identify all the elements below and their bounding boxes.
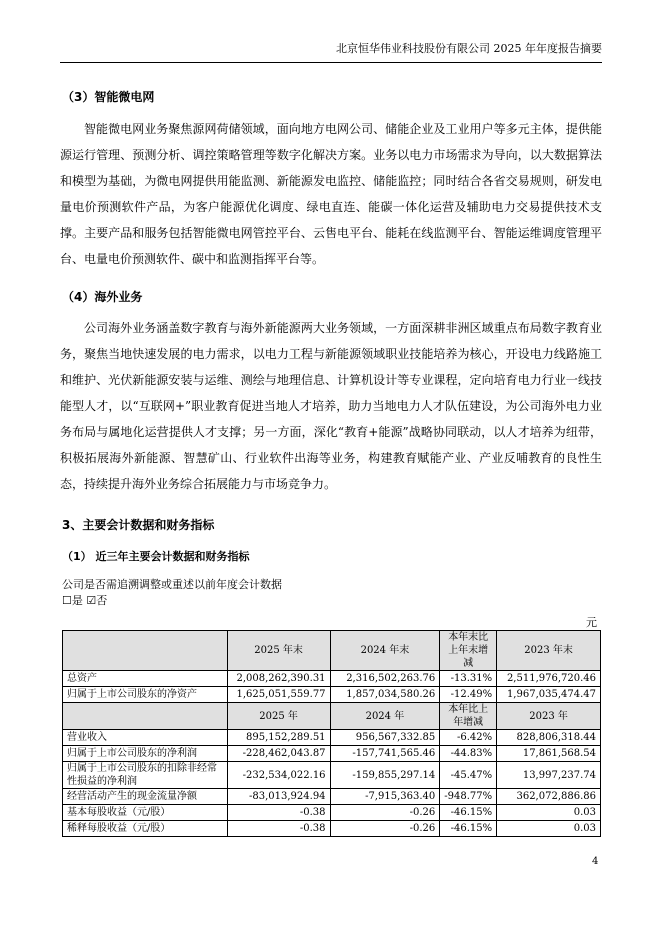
table-row: [63, 746, 601, 762]
restate-options: ☐是 ☑否: [62, 594, 108, 607]
microgrid-paragraph: 智能微电网业务聚焦源网荷储领域，面向地方电网公司、储能企业及工业用户等多元主体，提供能源运行管理、预测分析、调控策略管理等数字化解决方案。业务以电力市场需求为导向，以大数据算法和模型为基础，为微电网提供用能监测、新能源发电监控、储能监控；同时结合各省交易规则，研发电量电价预测软件产品，为客户能源优化调度、绿电直连、能碳一体化运营及辅助电力交易提供技术支撑。主要产品和服务包括智能微电网管控平台、云售电平台、能耗在线监测平台、智能运维调度管理平台、电量电价预测软件、碳中和监测指挥平台等。: [60, 122, 602, 266]
header-cell: 2025 年: [227, 703, 330, 730]
row-label: 归属于上市公司股东的扣除非经常性损益的净利润: [63, 762, 228, 789]
value-cell: -7,915,363.40: [330, 789, 440, 805]
value-cell: 362,072,886.86: [497, 789, 601, 805]
section-heading-overseas: （4）海外业务: [62, 290, 143, 304]
row-label: 总资产: [63, 671, 228, 687]
header-cell: 2024 年末: [330, 631, 440, 671]
value-cell: 1,967,035,474.47: [497, 687, 601, 703]
change-cell: -46.15%: [440, 805, 497, 821]
value-cell: -83,013,924.94: [227, 789, 330, 805]
header-cell: [63, 703, 228, 730]
value-cell: -232,534,022.16: [227, 762, 330, 789]
change-cell: -6.42%: [440, 730, 497, 746]
row-label: 营业收入: [63, 730, 228, 746]
table-row: [63, 821, 601, 837]
unit-label: 元: [586, 616, 597, 629]
value-cell: 2,316,502,263.76: [330, 671, 440, 687]
header-cell: 本年末比上年末增减: [440, 631, 497, 671]
table-row: [63, 730, 601, 746]
table-row: [63, 671, 601, 687]
value-cell: 956,567,332.85: [330, 730, 440, 746]
table-header-row: [63, 703, 601, 730]
row-label: 稀释每股收益（元/股）: [63, 821, 228, 837]
section-heading-microgrid: （3）智能微电网: [62, 90, 155, 104]
change-cell: -13.31%: [440, 671, 497, 687]
table-row: [63, 762, 601, 789]
header-cell: 2023 年: [497, 703, 601, 730]
table-row: [63, 805, 601, 821]
overseas-paragraph: 公司海外业务涵盖数字教育与海外新能源两大业务领域，一方面深耕非洲区域重点布局数字教育业务，聚焦当地快速发展的电力需求，以电力工程与新能源领域职业技能培养为核心，开设电力线路施工和维护、光伏新能源安装与运维、测绘与地理信息、计算机设计等专业课程，定向培育电力行业一线技能型人才，以“互联网+”职业教育促进当地人才培养，助力当地电力人才队伍建设，为公司海外电力业务布局与属地化运营提供人才支撑；另一方面，深化“教育+能源”战略协同联动，以人才培养为纽带，积极拓展海外新能源、智慧矿山、行业软件出海等业务，构建教育赋能产业、产业反哺教育的良性生态，持续提升海外业务综合拓展能力与市场竞争力。: [60, 321, 602, 491]
value-cell: -0.26: [330, 821, 440, 837]
header-cell: 本年比上年增减: [440, 703, 497, 730]
value-cell: 17,861,568.54: [497, 746, 601, 762]
header-cell: [63, 631, 228, 671]
change-cell: -45.47%: [440, 762, 497, 789]
value-cell: 895,152,289.51: [227, 730, 330, 746]
header-cell: 2025 年末: [227, 631, 330, 671]
row-label: 经营活动产生的现金流量净额: [63, 789, 228, 805]
page-header: [60, 40, 602, 63]
change-cell: -12.49%: [440, 687, 497, 703]
table-row: [63, 789, 601, 805]
value-cell: 1,625,051,559.77: [227, 687, 330, 703]
value-cell: -0.38: [227, 821, 330, 837]
value-cell: -228,462,043.87: [227, 746, 330, 762]
row-label: 归属于上市公司股东的净利润: [63, 746, 228, 762]
row-label: 归属于上市公司股东的净资产: [63, 687, 228, 703]
value-cell: 0.03: [497, 805, 601, 821]
restate-question: 公司是否需追溯调整或重述以前年度会计数据: [62, 578, 282, 591]
sub-heading: （1） 近三年主要会计数据和财务指标: [62, 550, 250, 563]
value-cell: -0.26: [330, 805, 440, 821]
value-cell: 2,511,976,720.46: [497, 671, 601, 687]
financial-table: [62, 630, 601, 837]
change-cell: -46.15%: [440, 821, 497, 837]
value-cell: -159,855,297.14: [330, 762, 440, 789]
value-cell: 1,857,034,580.26: [330, 687, 440, 703]
table-row: [63, 687, 601, 703]
page-number: 4: [592, 856, 599, 867]
table-header-row: [63, 631, 601, 671]
value-cell: -0.38: [227, 805, 330, 821]
main-heading: 3、主要会计数据和财务指标: [62, 518, 215, 532]
header-cell: 2024 年: [330, 703, 440, 730]
value-cell: 2,008,262,390.31: [227, 671, 330, 687]
value-cell: 828,806,318.44: [497, 730, 601, 746]
change-cell: -44.83%: [440, 746, 497, 762]
row-label: 基本每股收益（元/股）: [63, 805, 228, 821]
value-cell: -157,741,565.46: [330, 746, 440, 762]
report-title: 北京恒华伟业科技股份有限公司 2025 年年度报告摘要: [336, 42, 602, 55]
header-cell: 2023 年末: [497, 631, 601, 671]
value-cell: 13,997,237.74: [497, 762, 601, 789]
change-cell: -948.77%: [440, 789, 497, 805]
value-cell: 0.03: [497, 821, 601, 837]
